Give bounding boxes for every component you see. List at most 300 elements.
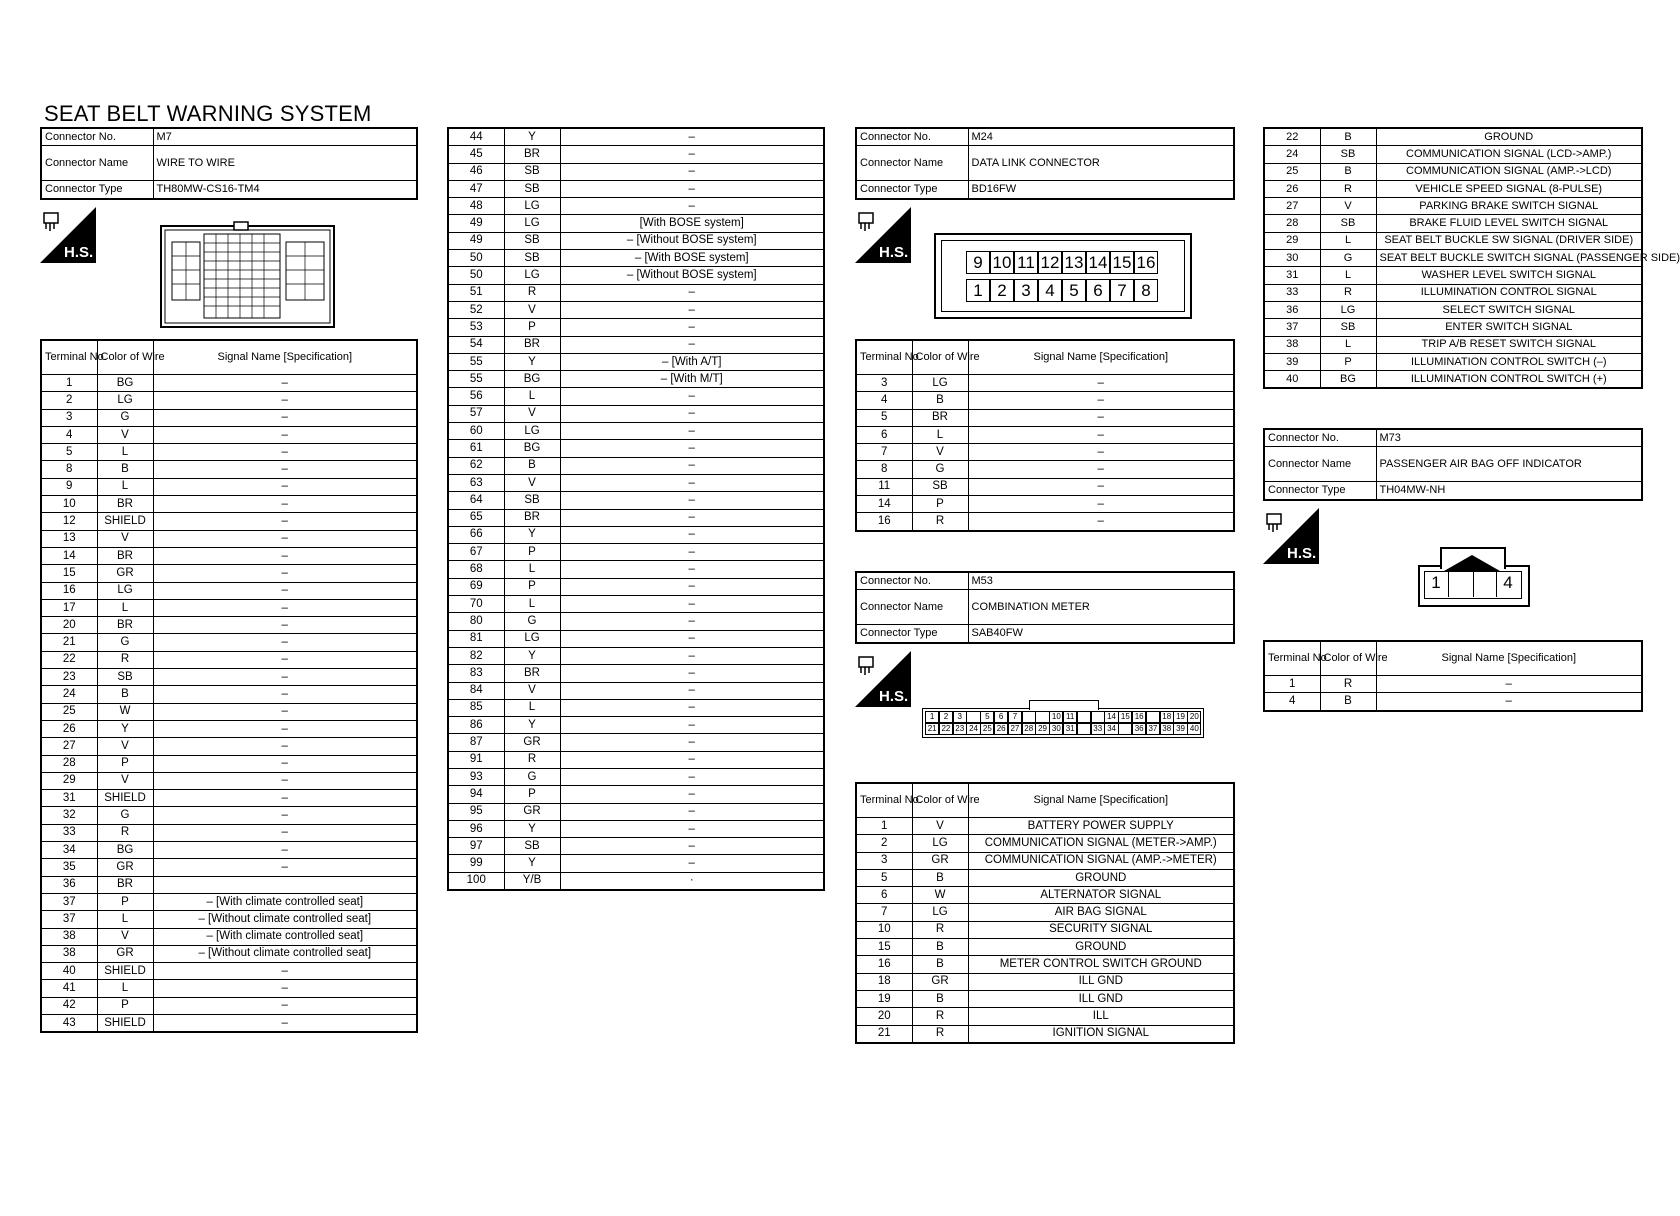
signal-name-cell: – — [153, 392, 417, 409]
signal-name-cell: – — [560, 734, 824, 751]
signal-name-cell: – — [153, 738, 417, 755]
wire-color-cell: W — [97, 703, 153, 720]
connector-name-value: DATA LINK CONNECTOR — [968, 146, 1234, 181]
m24-terminal-table — [855, 339, 1235, 532]
wire-color-cell: V — [504, 682, 560, 699]
connector-pin: 27 — [1008, 723, 1022, 735]
wire-color-cell: V — [97, 738, 153, 755]
signal-name-cell: – — [560, 388, 824, 405]
wire-color-cell: L — [504, 596, 560, 613]
wire-color-cell: BG — [504, 440, 560, 457]
m7-terminal-table — [40, 339, 418, 1033]
connector-pin — [1146, 711, 1160, 723]
table-row — [41, 461, 417, 478]
connector-no-value: M7 — [153, 128, 417, 146]
signal-name-cell: METER CONTROL SWITCH GROUND — [968, 956, 1234, 973]
terminal-no-cell: 82 — [448, 647, 504, 664]
signal-name-cell: – — [560, 630, 824, 647]
connector-name-label: Connector Name — [1264, 447, 1376, 482]
connector-type-value: TH04MW-NH — [1376, 482, 1642, 500]
signal-name-cell: ENTER SWITCH SIGNAL — [1376, 319, 1642, 336]
terminal-no-cell: 50 — [448, 250, 504, 267]
table-row — [448, 492, 824, 509]
wire-color-cell: GR — [504, 734, 560, 751]
wire-color-cell: SB — [504, 163, 560, 180]
table-row — [448, 526, 824, 543]
signal-name-cell: SELECT SWITCH SIGNAL — [1376, 301, 1642, 318]
signal-name-cell: COMMUNICATION SIGNAL (METER->AMP.) — [968, 835, 1234, 852]
table-row — [41, 842, 417, 859]
terminal-no-cell: 25 — [41, 703, 97, 720]
terminal-no-cell: 54 — [448, 336, 504, 353]
wire-color-cell: Y — [504, 717, 560, 734]
terminal-no-cell: 17 — [41, 599, 97, 616]
table-row — [856, 973, 1234, 990]
signal-name-cell: SEAT BELT BUCKLE SWITCH SIGNAL (PASSENGER SIDE) — [1376, 250, 1642, 267]
signal-name-cell: – — [153, 807, 417, 824]
wire-color-cell: R — [1320, 676, 1376, 693]
terminal-no-cell: 53 — [448, 319, 504, 336]
table-row — [41, 928, 417, 945]
table-row — [856, 921, 1234, 938]
signal-name-cell: – — [153, 669, 417, 686]
signal-name-cell: – — [560, 561, 824, 578]
table-row — [41, 530, 417, 547]
harness-side-icon — [855, 207, 911, 263]
signal-name-cell: – — [153, 842, 417, 859]
signal-name-cell: GROUND — [968, 869, 1234, 886]
table-row — [41, 859, 417, 876]
terminal-no-cell: 100 — [448, 872, 504, 890]
wire-color-cell: P — [504, 544, 560, 561]
wire-color-cell: R — [1320, 284, 1376, 301]
connector-pin: 39 — [1173, 723, 1187, 735]
signal-name-cell: COMMUNICATION SIGNAL (AMP.->METER) — [968, 852, 1234, 869]
terminal-no-cell: 36 — [41, 876, 97, 893]
wire-color-cell: BR — [504, 146, 560, 163]
terminal-no-cell: 12 — [41, 513, 97, 530]
terminal-no-header: Terminal No. — [856, 783, 912, 818]
terminal-no-header: Terminal No. — [1264, 641, 1320, 676]
table-row — [448, 509, 824, 526]
connector-type-label: Connector Type — [856, 181, 968, 199]
wire-color-cell: V — [504, 301, 560, 318]
terminal-no-cell: 70 — [448, 596, 504, 613]
wire-color-cell: LG — [504, 630, 560, 647]
signal-name-cell: ILLUMINATION CONTROL SWITCH (+) — [1376, 371, 1642, 389]
table-row — [448, 457, 824, 474]
table-row — [41, 617, 417, 634]
terminal-no-cell: 4 — [1264, 693, 1320, 711]
terminal-no-header: Terminal No. — [856, 340, 912, 375]
signal-name-cell: ILL GND — [968, 973, 1234, 990]
signal-name-cell: GROUND — [968, 939, 1234, 956]
terminal-no-cell: 18 — [856, 973, 912, 990]
wire-color-cell: B — [912, 869, 968, 886]
signal-name-cell: – — [153, 513, 417, 530]
wire-color-cell: GR — [912, 973, 968, 990]
terminal-no-cell: 46 — [448, 163, 504, 180]
wire-color-cell: SB — [1320, 146, 1376, 163]
color-of-wire-header: Color of Wire — [1320, 641, 1376, 676]
terminal-no-cell: 91 — [448, 751, 504, 768]
table-row — [41, 807, 417, 824]
terminal-no-cell: 87 — [448, 734, 504, 751]
table-row — [41, 997, 417, 1014]
table-row — [856, 869, 1234, 886]
signal-name-cell: – — [560, 526, 824, 543]
terminal-no-cell: 15 — [41, 565, 97, 582]
signal-name-cell: – — [560, 596, 824, 613]
connector-pin: 4 — [1038, 279, 1062, 302]
signal-name-cell: – — [560, 492, 824, 509]
table-row — [41, 513, 417, 530]
table-row — [856, 1008, 1234, 1025]
harness-side-icon — [40, 207, 96, 263]
terminal-no-cell: 2 — [41, 392, 97, 409]
connector-name-value: WIRE TO WIRE — [153, 146, 417, 181]
signal-name-cell — [153, 876, 417, 893]
table-row — [41, 738, 417, 755]
table-row — [448, 665, 824, 682]
table-row — [856, 956, 1234, 973]
terminal-no-cell: 96 — [448, 820, 504, 837]
connector-pin: 3 — [953, 711, 967, 723]
table-row — [41, 651, 417, 668]
table-row — [448, 301, 824, 318]
harness-side-icon — [855, 651, 911, 707]
terminal-no-cell: 55 — [448, 371, 504, 388]
wire-color-cell: P — [97, 893, 153, 910]
connector-name-value: COMBINATION METER — [968, 590, 1234, 625]
connector-name-label: Connector Name — [856, 590, 968, 625]
table-row — [1264, 146, 1642, 163]
terminal-no-cell: 1 — [856, 818, 912, 835]
wire-color-cell: LG — [504, 423, 560, 440]
connector-pin: 3 — [1014, 279, 1038, 302]
terminal-no-cell: 3 — [41, 409, 97, 426]
connector-no-value: M73 — [1376, 429, 1642, 447]
signal-name-cell: – — [560, 820, 824, 837]
connector-pin — [1118, 723, 1132, 735]
table-row — [41, 945, 417, 962]
terminal-no-cell: 7 — [856, 444, 912, 461]
wire-color-cell: SHIELD — [97, 790, 153, 807]
table-row — [1264, 676, 1642, 693]
connector-pin: 5 — [980, 711, 994, 723]
wire-color-cell: P — [97, 755, 153, 772]
terminal-no-cell: 52 — [448, 301, 504, 318]
terminal-no-cell: 33 — [1264, 284, 1320, 301]
terminal-no-cell: 28 — [41, 755, 97, 772]
signal-name-cell: · — [560, 872, 824, 890]
connector-pin — [1077, 723, 1091, 735]
wire-color-cell: G — [97, 634, 153, 651]
terminal-no-cell: 65 — [448, 509, 504, 526]
m53-terminal-table — [855, 782, 1235, 1044]
wire-color-cell: R — [912, 1025, 968, 1043]
terminal-no-cell: 15 — [856, 939, 912, 956]
terminal-no-cell: 10 — [856, 921, 912, 938]
wire-color-cell: BG — [1320, 371, 1376, 389]
wire-color-cell: P — [504, 786, 560, 803]
terminal-no-cell: 62 — [448, 457, 504, 474]
terminal-no-cell: 27 — [1264, 198, 1320, 215]
table-row — [448, 474, 824, 491]
signal-name-cell: – — [560, 423, 824, 440]
connector-pin: 26 — [994, 723, 1008, 735]
terminal-no-cell: 14 — [41, 547, 97, 564]
connector-no-label: Connector No. — [856, 572, 968, 590]
wire-color-cell: SB — [504, 180, 560, 197]
terminal-no-cell: 2 — [856, 835, 912, 852]
terminal-no-cell: 1 — [1264, 676, 1320, 693]
connector-name-value: PASSENGER AIR BAG OFF INDICATOR — [1376, 447, 1642, 482]
signal-name-cell: VEHICLE SPEED SIGNAL (8-PULSE) — [1376, 180, 1642, 197]
connector-pin — [1035, 711, 1049, 723]
terminal-no-cell: 11 — [856, 478, 912, 495]
table-row — [41, 686, 417, 703]
connector-pin: 16 — [1134, 251, 1158, 274]
terminal-no-cell: 80 — [448, 613, 504, 630]
signal-name-cell: – [With BOSE system] — [560, 250, 824, 267]
terminal-no-header: Terminal No. — [41, 340, 97, 375]
wire-color-cell: G — [97, 409, 153, 426]
wire-color-cell: Y — [504, 353, 560, 370]
wire-color-cell: BR — [97, 617, 153, 634]
table-row — [448, 561, 824, 578]
table-row — [448, 768, 824, 785]
wire-color-cell: W — [912, 887, 968, 904]
signal-name-header: Signal Name [Specification] — [153, 340, 417, 375]
table-row — [448, 647, 824, 664]
wire-color-cell: G — [912, 461, 968, 478]
signal-name-cell: – — [1376, 693, 1642, 711]
table-row — [856, 1025, 1234, 1043]
wire-color-cell: R — [97, 651, 153, 668]
table-row — [856, 904, 1234, 921]
table-row — [448, 596, 824, 613]
signal-name-cell: – — [560, 198, 824, 215]
terminal-no-cell: 6 — [856, 426, 912, 443]
signal-name-cell: – — [560, 319, 824, 336]
wire-color-cell: L — [97, 911, 153, 928]
table-row — [448, 146, 824, 163]
signal-name-cell: – — [560, 163, 824, 180]
table-row — [41, 375, 417, 392]
terminal-no-cell: 66 — [448, 526, 504, 543]
signal-name-cell: – [With climate controlled seat] — [153, 928, 417, 945]
signal-name-cell: – — [153, 790, 417, 807]
wire-color-cell: Y/B — [504, 872, 560, 890]
terminal-no-cell: 31 — [41, 790, 97, 807]
table-row — [856, 835, 1234, 852]
signal-name-cell: – — [153, 997, 417, 1014]
wire-color-cell: SHIELD — [97, 1014, 153, 1032]
connector-pin: 7 — [1008, 711, 1022, 723]
wire-color-cell: Y — [504, 820, 560, 837]
signal-name-cell: – [Without climate controlled seat] — [153, 911, 417, 928]
signal-name-cell: – — [968, 426, 1234, 443]
table-row — [1264, 163, 1642, 180]
color-of-wire-header: Color of Wire — [97, 340, 153, 375]
wire-color-cell: GR — [97, 565, 153, 582]
wire-color-cell: B — [504, 457, 560, 474]
table-row — [448, 388, 824, 405]
signal-name-cell: – — [153, 496, 417, 513]
wire-color-cell: G — [504, 613, 560, 630]
signal-name-cell: – — [968, 444, 1234, 461]
signal-name-cell: – [Without BOSE system] — [560, 267, 824, 284]
wire-color-cell: V — [912, 818, 968, 835]
terminal-no-cell: 6 — [856, 887, 912, 904]
connector-pin: 7 — [1110, 279, 1134, 302]
table-row — [1264, 232, 1642, 249]
wire-color-cell: SB — [504, 492, 560, 509]
signal-name-cell: – — [560, 509, 824, 526]
table-row — [856, 887, 1234, 904]
table-row — [448, 544, 824, 561]
connector-pin: 10 — [1049, 711, 1063, 723]
wire-color-cell: L — [97, 980, 153, 997]
connector-pin: 36 — [1132, 723, 1146, 735]
wire-color-cell: SHIELD — [97, 963, 153, 980]
signal-name-cell: – [With M/T] — [560, 371, 824, 388]
terminal-no-cell: 7 — [856, 904, 912, 921]
connector-pin: 14 — [1104, 711, 1118, 723]
pin-4: 4 — [1498, 572, 1518, 596]
terminal-no-cell: 19 — [856, 990, 912, 1007]
signal-name-cell: – — [153, 530, 417, 547]
terminal-no-cell: 61 — [448, 440, 504, 457]
terminal-no-cell: 94 — [448, 786, 504, 803]
signal-name-cell: ILLUMINATION CONTROL SIGNAL — [1376, 284, 1642, 301]
terminal-no-cell: 25 — [1264, 163, 1320, 180]
connector-no-value: M53 — [968, 572, 1234, 590]
terminal-no-cell: 16 — [856, 513, 912, 531]
connector-pin: 37 — [1146, 723, 1160, 735]
signal-name-cell: – — [560, 457, 824, 474]
terminal-no-cell: 35 — [41, 859, 97, 876]
connector-pin — [1022, 711, 1036, 723]
signal-name-cell: – — [153, 599, 417, 616]
wire-color-cell: G — [1320, 250, 1376, 267]
terminal-no-cell: 60 — [448, 423, 504, 440]
wire-color-cell: SHIELD — [97, 513, 153, 530]
terminal-no-cell: 21 — [856, 1025, 912, 1043]
terminal-no-cell: 43 — [41, 1014, 97, 1032]
m73-connector-face — [1418, 547, 1530, 607]
signal-name-cell: – — [153, 772, 417, 789]
connector-pin: 5 — [1062, 279, 1086, 302]
table-row — [856, 939, 1234, 956]
table-row — [856, 409, 1234, 426]
connector-pin: 19 — [1173, 711, 1187, 723]
wire-color-cell: Y — [504, 128, 560, 146]
signal-name-cell: ILLUMINATION CONTROL SWITCH (–) — [1376, 353, 1642, 370]
connector-pin: 33 — [1091, 723, 1105, 735]
signal-name-cell: – — [560, 405, 824, 422]
terminal-no-cell: 24 — [1264, 146, 1320, 163]
terminal-no-cell: 8 — [41, 461, 97, 478]
wire-color-cell: V — [97, 928, 153, 945]
signal-name-cell: – — [560, 180, 824, 197]
wire-color-cell: B — [1320, 693, 1376, 711]
connector-pin: 2 — [990, 279, 1014, 302]
wire-color-cell: P — [504, 578, 560, 595]
wire-color-cell: V — [504, 474, 560, 491]
signal-name-cell: – — [560, 284, 824, 301]
table-row — [41, 790, 417, 807]
signal-name-cell: AIR BAG SIGNAL — [968, 904, 1234, 921]
lock-tab — [1444, 551, 1500, 571]
terminal-no-cell: 38 — [1264, 336, 1320, 353]
connector-pin: 6 — [1086, 279, 1110, 302]
table-row — [1264, 336, 1642, 353]
table-row — [448, 786, 824, 803]
table-row — [448, 371, 824, 388]
table-row — [448, 803, 824, 820]
terminal-no-cell: 26 — [41, 720, 97, 737]
table-row — [1264, 128, 1642, 146]
m24-connector-face — [934, 233, 1192, 319]
connector-pin: 1 — [966, 279, 990, 302]
signal-name-header: Signal Name [Specification] — [968, 340, 1234, 375]
m53-terminal-table-continued — [1263, 127, 1680, 389]
signal-name-cell: – — [153, 720, 417, 737]
terminal-no-cell: 42 — [41, 997, 97, 1014]
terminal-no-cell: 16 — [856, 956, 912, 973]
table-row — [1264, 198, 1642, 215]
wire-color-cell: B — [912, 956, 968, 973]
wire-color-cell: G — [97, 807, 153, 824]
connector-pin: 6 — [994, 711, 1008, 723]
signal-name-cell: WASHER LEVEL SWITCH SIGNAL — [1376, 267, 1642, 284]
signal-name-cell: – — [153, 547, 417, 564]
table-row — [448, 440, 824, 457]
terminal-no-cell: 4 — [41, 426, 97, 443]
signal-name-cell: – — [153, 478, 417, 495]
terminal-no-cell: 31 — [1264, 267, 1320, 284]
table-row — [448, 613, 824, 630]
table-row — [41, 824, 417, 841]
terminal-no-cell: 69 — [448, 578, 504, 595]
connector-pin: 8 — [1134, 279, 1158, 302]
terminal-no-cell: 57 — [448, 405, 504, 422]
table-row — [448, 405, 824, 422]
signal-name-cell: – [Without climate controlled seat] — [153, 945, 417, 962]
table-row — [448, 180, 824, 197]
terminal-no-cell: 32 — [41, 807, 97, 824]
table-row — [41, 478, 417, 495]
signal-name-cell: – — [560, 613, 824, 630]
signal-name-cell: COMMUNICATION SIGNAL (AMP.->LCD) — [1376, 163, 1642, 180]
table-row — [856, 478, 1234, 495]
wire-color-cell: P — [97, 997, 153, 1014]
hs-label: H.S. — [879, 688, 909, 705]
table-row — [856, 852, 1234, 869]
terminal-no-cell: 37 — [1264, 319, 1320, 336]
table-row — [448, 717, 824, 734]
signal-name-cell: – — [1376, 676, 1642, 693]
table-row — [448, 319, 824, 336]
terminal-no-cell: 45 — [448, 146, 504, 163]
signal-name-cell: – — [560, 544, 824, 561]
connector-name-label: Connector Name — [41, 146, 153, 181]
wire-color-cell: BR — [912, 409, 968, 426]
table-row — [41, 565, 417, 582]
table-row — [1264, 267, 1642, 284]
